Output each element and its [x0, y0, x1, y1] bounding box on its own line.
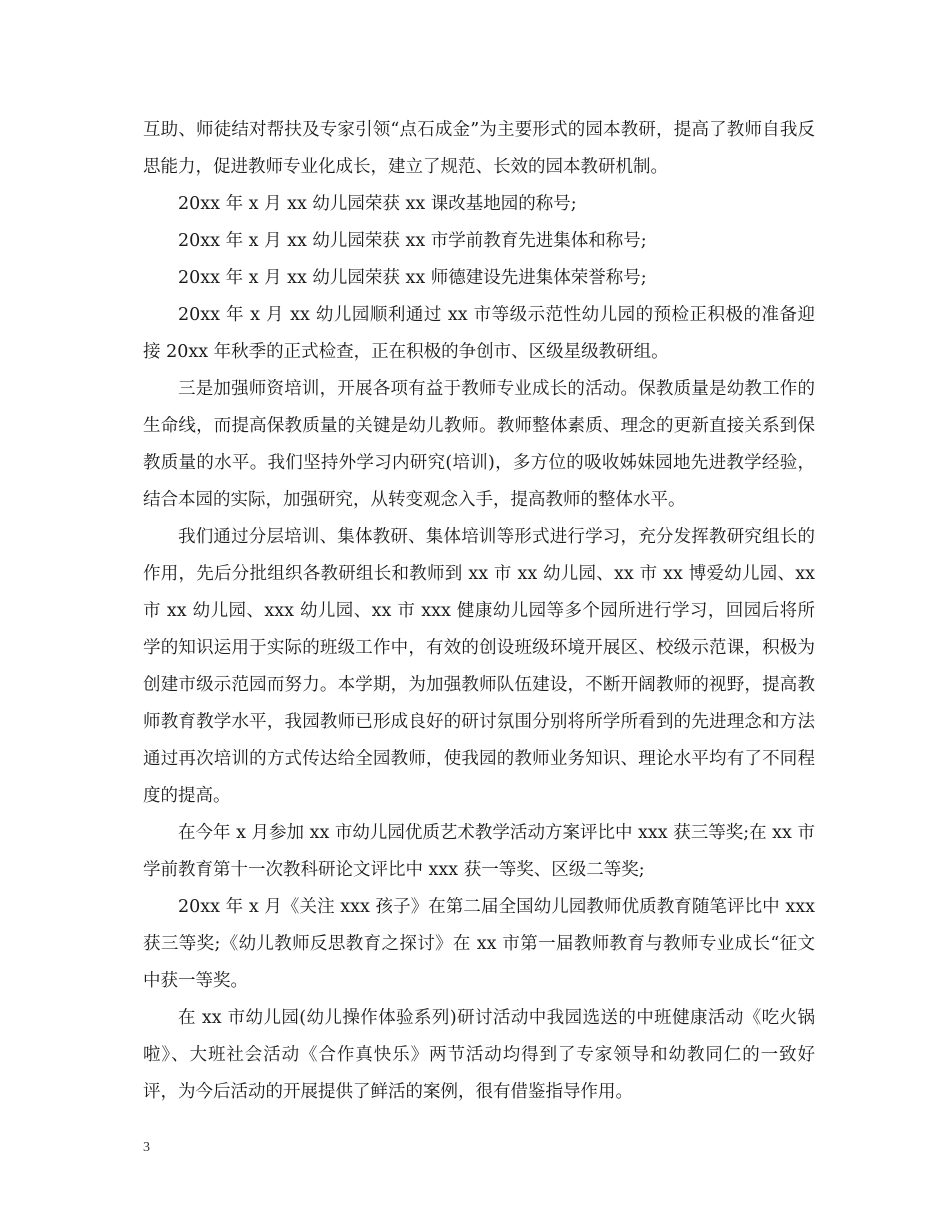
paragraph: 20xx 年 x 月 xx 幼儿园荣获 xx 课改基地园的称号; — [178, 194, 577, 214]
paragraph: 20xx 年 x 月 xx 幼儿园荣获 xx 市学前教育先进集体和称号; — [178, 231, 647, 251]
document-body — [143, 112, 815, 1111]
paragraph: 在 xx 市幼儿园(幼儿操作体验系列)研讨活动中我园选送的中班健康活动《吃火锅啦》、大班社会活动《合作真快乐》两节活动均得到了专家领导和幼教同仁的一致好评，为今后活动的开展提供了鲜活的案例，很有借鉴指导作用。 — [143, 1008, 815, 1102]
paragraph: 三是加强师资培训，开展各项有益于教师专业成长的活动。保教质量是幼教工作的生命线，而提高保教质量的关键是幼儿教师。教师整体素质、理念的更新直接关系到保教质量的水平。我们坚持外学习内研究(培训)，多方位的吸收姊妹园地先进教学经验，结合本园的实际，加强研究，从转变观念入手，提高教师的整体水平。 — [143, 379, 815, 510]
paragraph: 我们通过分层培训、集体教研、集体培训等形式进行学习，充分发挥教研究组长的作用，先后分批组织各教研组长和教师到 xx 市 xx 幼儿园、xx 市 xx 博爱幼儿园、xx 市 xx 幼儿园、xxx 幼儿园、xx 市 xxx 健康幼儿园等多个园所进行学习，回园后将所学的知识运用于实际的班级工作中，有效的创设班级环境开展区、校级示范课，积极为创建市级示范园而努力。本学期，为加强教师队伍建设，不断开阔教师的视野，提高教师教育教学水平，我园教师已形成良好的研讨氛围分别将所学所看到的先进理念和方法通过再次培训的方式传达给全园教师，使我园的教师业务知识、理论水平均有了不同程度的提高。 — [143, 527, 815, 806]
paragraph: 20xx 年 x 月 xx 幼儿园顺利通过 xx 市等级示范性幼儿园的预检正积极的准备迎接 20xx 年秋季的正式检查，正在积极的争创市、区级星级教研组。 — [143, 305, 815, 362]
paragraph: 在今年 x 月参加 xx 市幼儿园优质艺术教学活动方案评比中 xxx 获三等奖;在 xx 市学前教育第十一次教科研论文评比中 xxx 获一等奖、区级二等奖; — [143, 823, 815, 880]
paragraph: 20xx 年 x 月 xx 幼儿园荣获 xx 师德建设先进集体荣誉称号; — [178, 268, 647, 288]
paragraph: 20xx 年 x 月《关注 xxx 孩子》在第二届全国幼儿园教师优质教育随笔评比中 xxx 获三等奖;《幼儿教师反思教育之探讨》在 xx 市第一届教师教育与教师专业成长“征文中获一等奖。 — [143, 897, 815, 991]
paragraph: 互助、师徒结对帮扶及专家引领“点石成金”为主要形式的园本教研，提高了教师自我反思能力，促进教师专业化成长，建立了规范、长效的园本教研机制。 — [143, 120, 815, 177]
page-number: 3 — [143, 1140, 150, 1155]
